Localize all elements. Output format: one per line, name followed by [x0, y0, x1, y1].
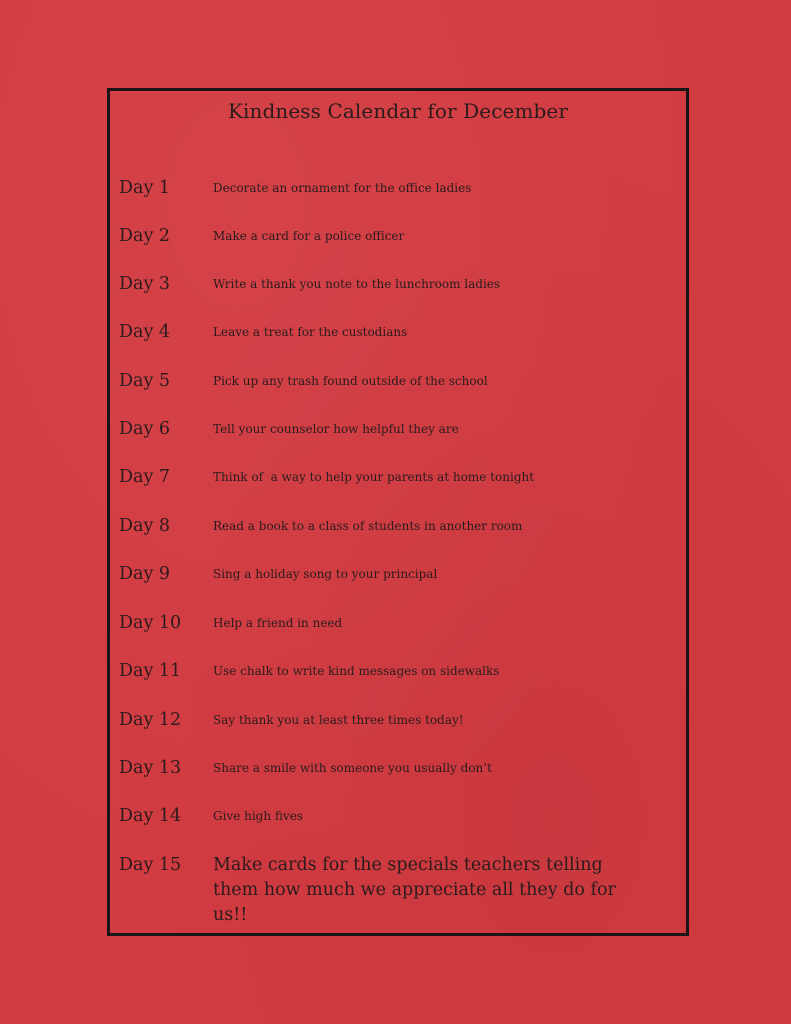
day-label: Day 13 [119, 758, 182, 778]
page-title: Kindness Calendar for December [227, 99, 569, 123]
task-text: Leave a treat for the custodians [213, 325, 408, 339]
day-label: Day 12 [119, 710, 182, 730]
day-label: Day 10 [119, 613, 182, 633]
task-text: Write a thank you note to the lunchroom ladies [213, 277, 501, 291]
task-text: Pick up any trash found outside of the school [213, 374, 488, 388]
task-text: Give high fives [213, 809, 303, 823]
day-label: Day 15 [119, 855, 182, 875]
task-text: Decorate an ornament for the office ladies [213, 181, 472, 195]
day-label: Day 3 [119, 274, 171, 294]
day-label: Day 6 [119, 419, 171, 439]
task-text: Use chalk to write kind messages on sidewalks [213, 664, 500, 678]
task-text: Sing a holiday song to your principal [213, 567, 438, 581]
task-text: Make a card for a police officer [213, 229, 405, 243]
day-label: Day 2 [119, 226, 171, 246]
day-label: Day 8 [119, 516, 171, 536]
day-label: Day 5 [119, 371, 171, 391]
calendar-border [107, 88, 689, 936]
task-text: Tell your counselor how helpful they are [213, 422, 459, 436]
task-text: Read a book to a class of students in another room [213, 519, 523, 533]
day-label: Day 4 [119, 322, 171, 342]
day-label: Day 9 [119, 564, 171, 584]
task-text: Say thank you at least three times today! [213, 713, 464, 727]
day-label: Day 7 [119, 467, 171, 487]
task-text: Share a smile with someone you usually don’t [213, 761, 492, 775]
day-label: Day 11 [119, 661, 182, 681]
day-label: Day 1 [119, 178, 171, 198]
task-text: Think of a way to help your parents at home tonight [213, 470, 535, 484]
task-text: Make cards for the specials teachers telling them how much we appreciate all they do for us!! [213, 855, 616, 925]
task-text: Help a friend in need [213, 616, 343, 630]
day-label: Day 14 [119, 806, 182, 826]
